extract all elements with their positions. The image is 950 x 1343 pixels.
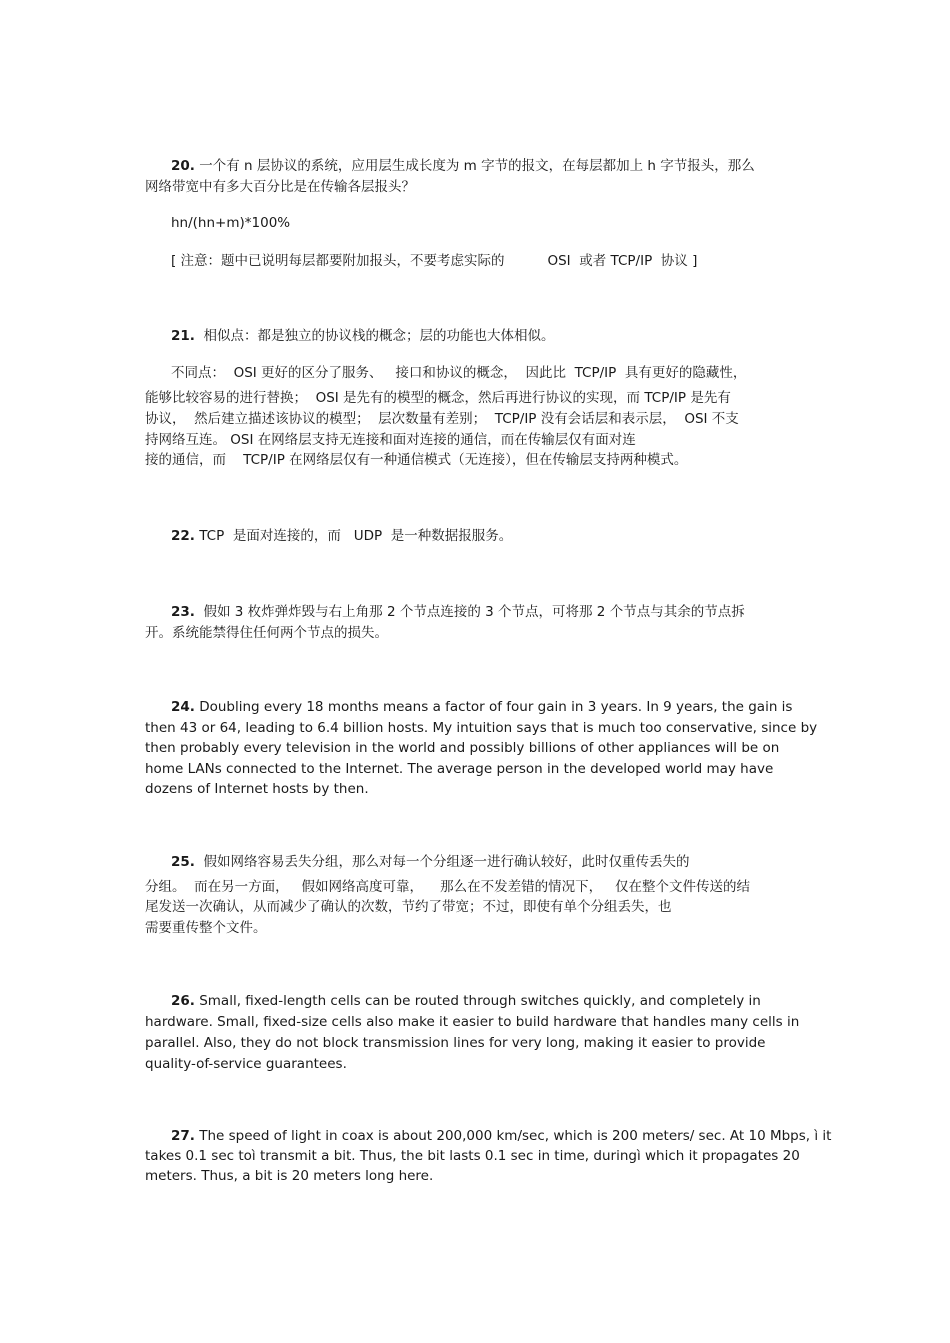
q21-line-4: 协议， 然后建立描述该协议的模型； 层次数量有差别； TCP/IP 没有会话层和表示层， OSI 不支 (145, 411, 739, 427)
q24-text-1: Doubling every 18 months means a factor of four gain in 3 years. In 9 years, the gain is (194, 699, 793, 715)
q26-line-4: quality-of-service guarantees. (145, 1056, 347, 1072)
q27-line-2: takes 0.1 sec toì transmit a bit. Thus, the bit lasts 0.1 sec in time, duringì which it propagates 20 (145, 1148, 800, 1164)
q21-number: 21. (171, 328, 195, 344)
q26-line-1 (171, 992, 761, 1010)
q22-line-1 (171, 527, 512, 545)
q20-text-1: 一个有 n 层协议的系统，应用层生成长度为 m 字节的报文，在每层都加上 h 字节报头，那么 (194, 158, 755, 174)
q20-line-2: 网络带宽中有多大百分比是在传输各层报头？ (145, 179, 415, 195)
q23-text-1: 假如 3 枚炸弹炸毁与右上角那 2 个节点连接的 3 个节点，可将那 2 个节点与其余的节点拆 (194, 604, 745, 620)
q20-number: 20. (171, 158, 195, 174)
q25-line-3: 尾发送一次确认，从而减少了确认的次数，节约了带宽；不过，即使有单个分组丢失，也 (145, 899, 672, 915)
q20-formula: hn/(hn+m)*100% (171, 215, 291, 231)
q24-line-4: home LANs connected to the Internet. The average person in the developed world may have (145, 761, 774, 777)
q26-text-1: Small, fixed-length cells can be routed through switches quickly, and completely in (194, 993, 761, 1009)
q27-number: 27. (171, 1128, 195, 1144)
q25-text-1: 假如网络容易丢失分组，那么对每一个分组逐一进行确认较好，此时仅重传丢失的 (194, 854, 690, 870)
q21-line-6: 接的通信，而 TCP/IP 在网络层仅有一种通信模式（无连接），但在传输层支持两种模式。 (145, 452, 688, 468)
q27-text-1: The speed of light in coax is about 200,000 km/sec, which is 200 meters/ sec. At 10 Mbps, ì it (194, 1128, 832, 1144)
q25-line-4: 需要重传整个文件。 (145, 920, 267, 936)
q21-line-3: 能够比较容易的进行替换； OSI 是先有的模型的概念，然后再进行协议的实现，而 TCP/IP 是先有 (145, 390, 731, 406)
q24-line-5: dozens of Internet hosts by then. (145, 781, 369, 797)
q22-text-1: TCP 是面对连接的，而 UDP 是一种数据报服务。 (194, 528, 513, 544)
q25-line-1 (171, 853, 690, 871)
q27-line-1 (171, 1127, 831, 1145)
q23-line-2: 开。系统能禁得住任何两个节点的损失。 (145, 625, 388, 641)
q20-line-1 (171, 157, 755, 175)
q23-line-1 (171, 603, 745, 621)
q26-number: 26. (171, 993, 195, 1009)
q21-line-1 (171, 327, 555, 345)
q22-number: 22. (171, 528, 195, 544)
q24-number: 24. (171, 699, 195, 715)
q26-line-3: parallel. Also, they do not block transmission lines for very long, making it easier to provide (145, 1035, 766, 1051)
q21-line-2: 不同点： OSI 更好的区分了服务、 接口和协议的概念， 因此比 TCP/IP 具有更好的隐藏性， (171, 365, 747, 381)
q24-line-2: then 43 or 64, leading to 6.4 billion hosts. My intuition says that is much too conservative, since by (145, 720, 818, 736)
q20-note: [ 注意：题中已说明每层都要附加报头，不要考虑实际的 OSI 或者 TCP/IP 协议 ] (171, 253, 698, 269)
q26-line-2: hardware. Small, fixed-size cells also make it easier to build hardware that handles many cells in (145, 1014, 800, 1030)
q25-line-2: 分组。 而在另一方面， 假如网络高度可靠， 那么在不发差错的情况下， 仅在整个文件传送的结 (145, 879, 750, 895)
q25-number: 25. (171, 854, 195, 870)
q21-text-1: 相似点：都是独立的协议栈的概念；层的功能也大体相似。 (194, 328, 555, 344)
q23-number: 23. (171, 604, 195, 620)
q24-line-3: then probably every television in the world and possibly billions of other appliances will be on (145, 740, 780, 756)
q27-line-3: meters. Thus, a bit is 20 meters long here. (145, 1168, 434, 1184)
q24-line-1 (171, 698, 792, 716)
q21-line-5: 持网络互连。 OSI 在网络层支持无连接和面对连接的通信，而在传输层仅有面对连 (145, 432, 636, 448)
